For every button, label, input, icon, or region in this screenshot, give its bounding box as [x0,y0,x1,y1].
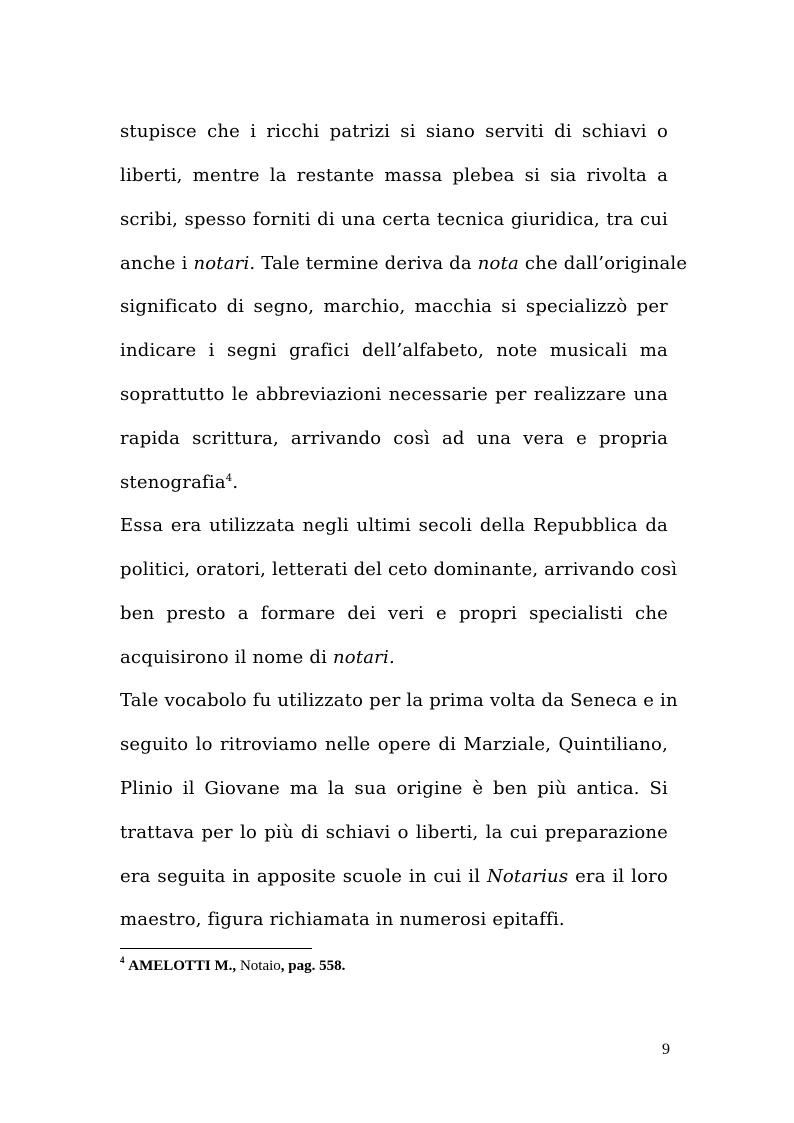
body-line-10: Essa era utilizzata negli ultimi secoli della Repubblica da [120,515,668,536]
body-line-5: significato di segno, marchio, macchia si specializzò per [120,296,668,317]
page-number: 9 [662,1041,670,1058]
body-line-12: ben presto a formare dei veri e propri specialisti che [120,603,668,624]
body-line-9: stenografia$^4$. [120,472,239,493]
body-line-1: stupisce che i ricchi patrizi si siano serviti di schiavi o [120,121,668,142]
body-line-8: rapida scrittura, arrivando così ad una vera e propria [120,428,668,449]
footnote [120,956,345,976]
footnote-number: 4 [120,955,125,965]
body-line-17: trattava per lo più di schiavi o liberti, la cui preparazione [120,822,668,843]
body-line-19: maestro, figura richiamata in numerosi epitaffi. [120,909,565,930]
footnote-author: AMELOTTI M., [128,958,237,974]
body-line-3: scribi, spesso forniti di una certa tecnica giuridica, tra cui [120,209,668,230]
italic-term: nota [477,253,519,274]
body-line-2: liberti, mentre la restante massa plebea si sia rivolta a [120,165,668,186]
body-line-4: anche i notari. Tale termine deriva da nota che dall’originale [120,253,688,274]
italic-term: notari. [332,647,395,668]
body-line-15: seguito lo ritroviamo nelle opere di Marziale, Quintiliano, [120,734,668,755]
body-line-6: indicare i segni grafici dell’alfabeto, note musicali ma [120,340,668,361]
body-line-13: acquisirono il nome di notari. [120,647,395,668]
italic-term: notari. [193,253,256,274]
body-line-11: politici, oratori, letterati del ceto dominante, arrivando così [120,559,678,580]
body-line-16: Plinio il Giovane ma la sua origine è ben più antica. Si [120,778,668,799]
footnote-reference: 4 [225,473,233,484]
body-line-18: era seguita in apposite scuole in cui il Notarius era il loro [120,866,668,887]
footnote-title: Notaio [239,958,281,974]
italic-term: Notarius [486,866,569,887]
body-line-14: Tale vocabolo fu utilizzato per la prima volta da Seneca e in [120,690,678,711]
body-line-7: soprattutto le abbreviazioni necessarie per realizzare una [120,384,668,405]
footnote-pages: , pag. 558. [280,958,346,974]
footnote-separator [120,948,312,949]
